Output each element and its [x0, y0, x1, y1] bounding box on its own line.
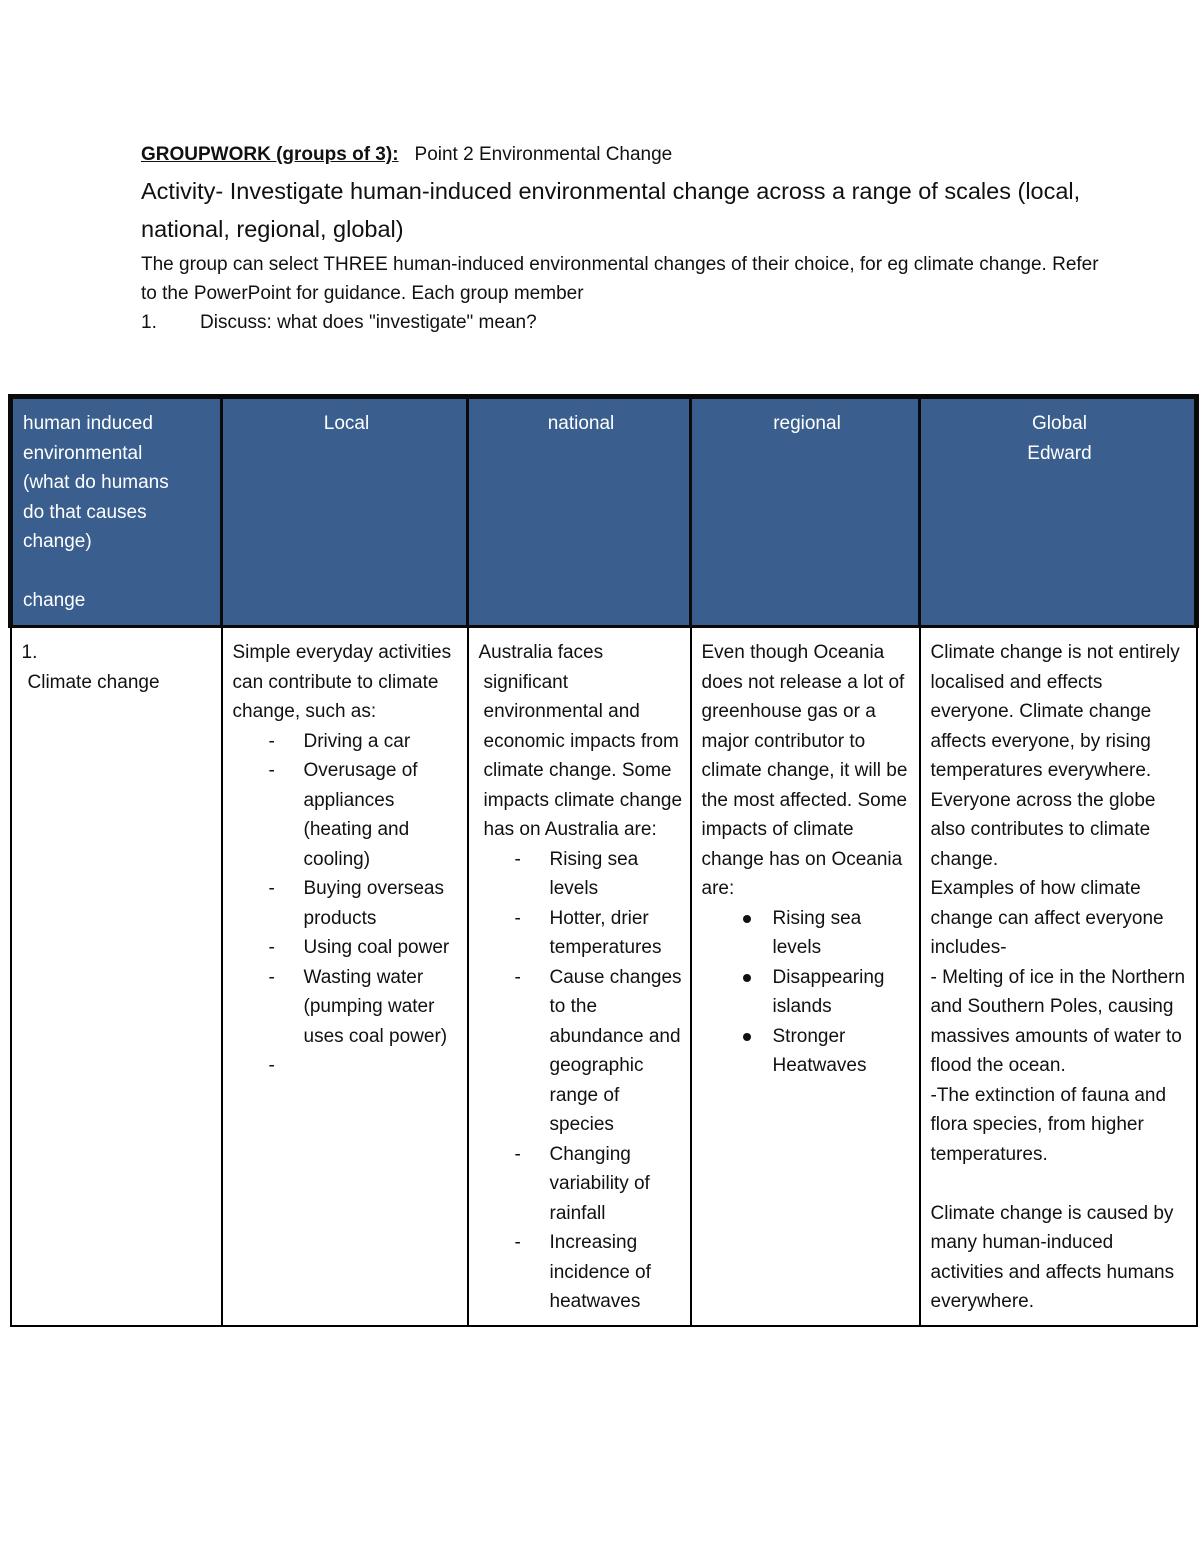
list-item: - Overusage of appliances (heating and cooling) [269, 756, 461, 874]
intro-section [141, 142, 1101, 337]
header-line: change) [23, 531, 92, 552]
global-paragraph: Climate change is not entirely localised and effects everyone. Climate change affects everyone, by rising temperatures everywhere. Everyone across the globe also contributes to climate change. [930, 642, 1180, 870]
global-paragraph: Climate change is caused by many human-induced activities and affects humans everywhere. [930, 1202, 1175, 1312]
table-row [11, 627, 1197, 1326]
header-cell-national [468, 397, 691, 627]
cell-topic [11, 627, 222, 1326]
list-item-empty [269, 1051, 461, 1081]
list-item: - Increasing incidence of heatwaves [515, 1228, 684, 1317]
table-header-row [11, 397, 1197, 627]
list-item: - Buying overseas products [269, 874, 461, 933]
header-cell-regional [691, 397, 920, 627]
cell-global [920, 627, 1197, 1326]
header-global-name: Edward [1027, 442, 1092, 464]
cell-regional [691, 627, 920, 1326]
header-line: (what do humans [23, 472, 169, 493]
regional-intro: Even though Oceania does not release a lot of greenhouse gas or a major contributor to climate change, it will be the most affected. Some impacts of climate change has on Oceania are: [701, 642, 908, 899]
national-list [479, 845, 684, 1317]
header-cell-global [920, 397, 1197, 627]
point-label: Point 2 Environmental Change [414, 144, 673, 165]
list-item: - Changing variability of rainfall [515, 1140, 684, 1229]
step-number: 1. [141, 312, 157, 333]
cell-local [222, 627, 468, 1326]
assignment-line [141, 142, 1101, 168]
step-text: Discuss: what does "investigate" mean? [200, 312, 537, 333]
header-regional-label: regional [773, 413, 841, 434]
header-line: human induced [23, 413, 153, 434]
header-line: do that causes [23, 501, 147, 523]
activity-description: The group can select THREE human-induced environmental changes of their choice, for eg climate change. Refer to the PowerPoint for guidance. Each group member [141, 254, 1099, 304]
global-paragraph: Examples of how climate change can affect everyone includes- [930, 878, 1164, 958]
list-item: - Cause changes to the abundance and geographic range of species [515, 963, 684, 1140]
national-intro: Australia faces significant environmental and economic impacts from climate change. Some impacts climate change has on Australia are: [478, 642, 683, 840]
discussion-step [141, 308, 1101, 337]
header-change-label: change [23, 590, 86, 611]
global-paragraph: -The extinction of fauna and flora species, from higher temperatures. [930, 1084, 1167, 1165]
local-list [233, 727, 461, 1081]
row-topic: Climate change [27, 671, 160, 693]
header-global-label: Global [1032, 413, 1087, 434]
list-item: - Rising sea levels [515, 845, 684, 904]
header-cell-local [222, 397, 468, 627]
list-item: Disappearing islands [738, 963, 913, 1022]
groupwork-label: GROUPWORK (groups of 3): [141, 144, 399, 165]
header-line: environmental [23, 442, 143, 464]
global-paragraph: - Melting of ice in the Northern and Southern Poles, causing massives amounts of water to flood the ocean. [930, 966, 1186, 1076]
row-number: 1. [21, 642, 38, 663]
list-item: Stronger Heatwaves [738, 1022, 913, 1081]
regional-list [702, 904, 913, 1081]
local-intro: Simple everyday activities can contribute to climate change, such as: [232, 642, 452, 722]
activity-heading: Activity- Investigate human-induced environmental change across a range of scales (local, national, regional, global) [141, 178, 1081, 242]
list-item: - Wasting water (pumping water uses coal power) [269, 963, 461, 1052]
header-cell-human-induced [11, 397, 222, 627]
list-item: - Driving a car [269, 727, 461, 757]
list-item: Rising sea levels [738, 904, 913, 963]
header-local-label: Local [323, 413, 370, 434]
list-item: - Using coal power [269, 933, 461, 963]
header-national-label: national [547, 413, 615, 434]
cell-national [468, 627, 691, 1326]
list-item: - Hotter, drier temperatures [515, 904, 684, 963]
environmental-change-table [8, 394, 1199, 1327]
